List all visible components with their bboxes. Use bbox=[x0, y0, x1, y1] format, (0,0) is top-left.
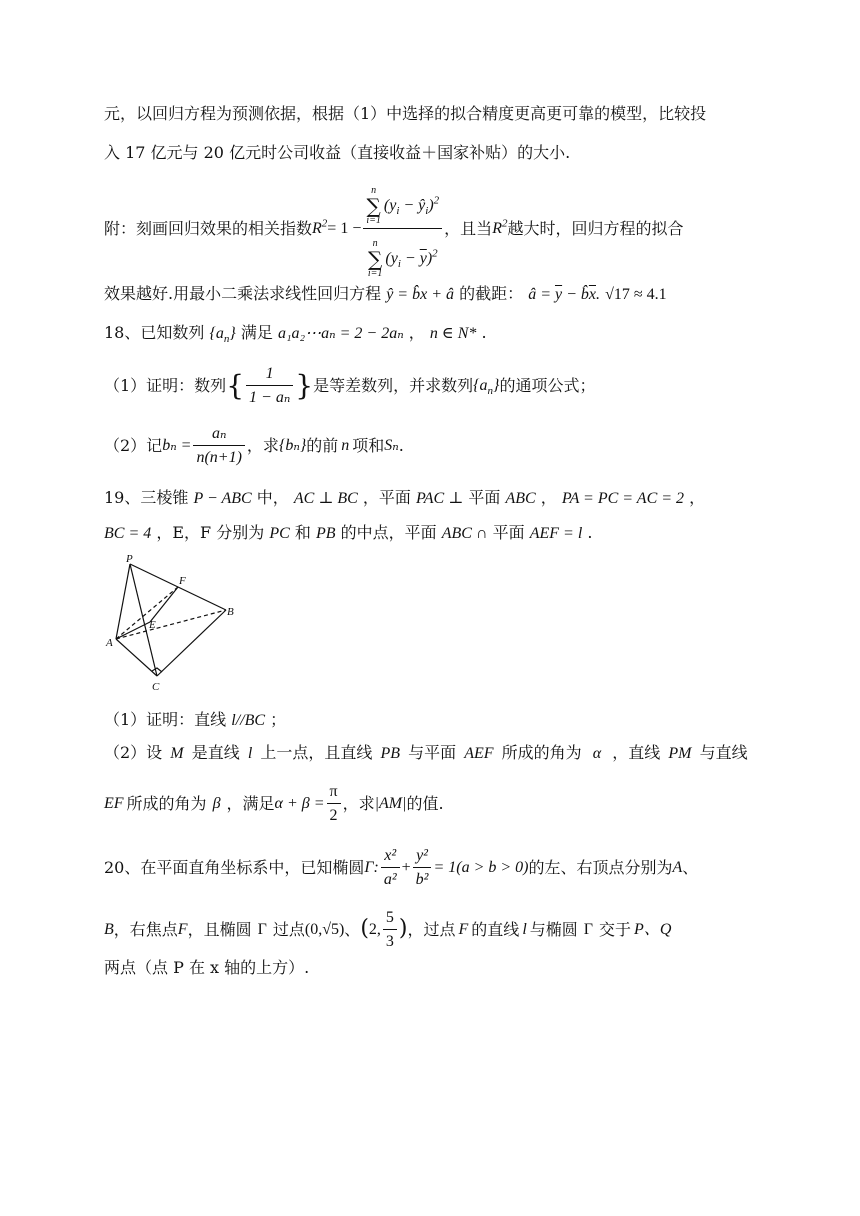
q20-stem-3 bbox=[104, 958, 309, 977]
text: ，满足 bbox=[226, 794, 275, 814]
text: 是直线 bbox=[191, 743, 240, 762]
seq-an-2: $\{a_n\}$ bbox=[473, 377, 500, 398]
intercept-eq: â = $\overline{y}$ − $b̂\overline{x}$. bbox=[528, 286, 600, 303]
text: （2）设 bbox=[104, 743, 163, 762]
text: ， bbox=[540, 488, 557, 507]
r-symbol-2: $R^2$ bbox=[492, 217, 508, 237]
text: 入 17 亿元与 20 亿元时公司收益（直接收益＋国家补贴）的大小. bbox=[104, 143, 571, 162]
text: 所成的角为 bbox=[126, 794, 207, 814]
text: 平面 bbox=[468, 488, 501, 507]
q20-stem-2: B ，右焦点 F ，且椭圆 Γ 过点 (0,√5) 、 ( 2, $\frac{5}{3}$ ) ，过点 F 的直线 l 与椭圆 Γ 交于 P、Q bbox=[104, 909, 672, 951]
text: 的直线 bbox=[471, 920, 520, 940]
l-par-bc: l//BC bbox=[231, 712, 266, 729]
tetrahedron-figure bbox=[100, 552, 250, 697]
pm-symbol: PM bbox=[668, 745, 692, 762]
text-line-4 bbox=[104, 284, 667, 304]
sn-symbol: Sₙ bbox=[384, 437, 399, 455]
l-symbol: l bbox=[247, 745, 253, 762]
pi-over-2: $\frac{\pi}{2}$ bbox=[327, 782, 341, 825]
ellipse-eq: = 1(a > b > 0) bbox=[433, 859, 529, 877]
plane-abc: ABC bbox=[505, 490, 536, 507]
beta-symbol: β bbox=[212, 795, 221, 813]
edge-ef bbox=[150, 587, 178, 622]
tetra: P − ABC bbox=[193, 490, 252, 507]
text: ，右焦点 bbox=[113, 920, 178, 940]
bc-length: BC = 4 bbox=[104, 525, 152, 542]
gamma-symbol-2: Γ bbox=[583, 921, 594, 939]
r-symbol: $R^2$ bbox=[312, 217, 328, 237]
text: 的左、右顶点分别为 bbox=[528, 858, 673, 878]
five-thirds: $\frac{5}{3}$ bbox=[383, 908, 397, 951]
x2-over-a2: $\frac{\text{x²}}{\text{a²}}$ bbox=[381, 846, 400, 889]
text: 的截距： bbox=[459, 284, 524, 303]
a-symbol: A bbox=[672, 859, 683, 877]
text: ， bbox=[408, 323, 425, 342]
text: 满足 bbox=[240, 323, 273, 342]
q18-part2: （2）记 bₙ = $\frac{\text{aₙ}}{n(n+1)}$ ，求 {bₙ} 的前 n 项和 Sₙ . bbox=[104, 425, 404, 467]
text: 的中点，平面 bbox=[340, 523, 437, 542]
line-l: AEF = l bbox=[529, 525, 583, 542]
am-abs: |AM| bbox=[374, 795, 407, 813]
text: ，求 bbox=[246, 436, 279, 456]
text: 平面 bbox=[492, 523, 525, 542]
edge-bc bbox=[157, 610, 226, 676]
n-in-naturals: n ∈ N* bbox=[429, 325, 477, 342]
text: ，直线 bbox=[612, 743, 661, 762]
aef-symbol: AEF bbox=[464, 745, 494, 762]
text: 项和 bbox=[352, 436, 385, 456]
q18-part1: （1）证明：数列 { $\frac{1}{\text{1 − aₙ}}$ } 是等差数列，并求数列 $\{a_n\}$ 的通项公式； bbox=[104, 365, 596, 407]
text-line-2 bbox=[104, 143, 570, 162]
q19-part2-2 bbox=[104, 782, 444, 825]
text: ，且当 bbox=[444, 218, 493, 238]
q18-stem: 18、已知数列 $\{a_n\}$ 满足 a₁a₂⋯aₙ = 2 − 2aₙ ， n ∈ N* . bbox=[104, 323, 487, 346]
text: 18、已知数列 bbox=[104, 323, 205, 342]
text: 和 bbox=[294, 523, 311, 542]
text: ，过点 bbox=[407, 920, 456, 940]
q18-fraction: $\frac{1}{\text{1 − aₙ}}$ bbox=[246, 364, 293, 407]
pb-symbol: PB bbox=[380, 745, 401, 762]
text: 上一点，且直线 bbox=[260, 743, 373, 762]
text: 两点（点 P 在 x 轴的上方）. bbox=[104, 958, 310, 977]
text: 与平面 bbox=[408, 743, 457, 762]
label-c: C bbox=[152, 681, 160, 693]
r2-fraction: n ∑ i=1 ($y_i$ − $ŷ_i)^2$ n ∑ i=1 $(y_i - \overline{y})^2$ bbox=[363, 178, 442, 279]
text: 的值. bbox=[406, 794, 444, 814]
seq-an: $\{a_n\}$ bbox=[209, 325, 236, 346]
text: 所成的角为 bbox=[501, 743, 582, 762]
f-symbol-2: F bbox=[458, 921, 469, 939]
seg-pc: PC bbox=[269, 525, 290, 542]
gamma-colon: Γ: bbox=[364, 859, 379, 877]
label-f: F bbox=[179, 575, 186, 587]
text: 过点 bbox=[272, 920, 305, 940]
angle-sum: α + β = bbox=[274, 795, 325, 813]
edge-pa bbox=[116, 564, 130, 639]
pq-points: P、Q bbox=[634, 921, 672, 939]
seg-pb: PB bbox=[315, 525, 336, 542]
text: 元，以回归方程为预测依据，根据（1）中选择的拟合精度更高更可靠的模型，比较投 bbox=[104, 104, 707, 123]
bn-set: {bₙ} bbox=[278, 437, 307, 455]
q19-part1: （1）证明：直线 l//BC ； bbox=[104, 710, 287, 729]
text: ，平面 bbox=[362, 488, 411, 507]
seq-condition: a₁a₂⋯aₙ = 2 − 2aₙ bbox=[277, 325, 404, 342]
b-symbol: B bbox=[104, 921, 114, 939]
m-symbol: M bbox=[170, 745, 184, 762]
y2-over-b2: $\frac{\text{y²}}{\text{b²}}$ bbox=[413, 846, 432, 889]
text: （1）证明：直线 bbox=[104, 710, 227, 729]
text: 与直线 bbox=[699, 743, 748, 762]
text: ，且椭圆 bbox=[187, 920, 252, 940]
text: 交于 bbox=[599, 920, 632, 940]
text: 中， bbox=[256, 488, 289, 507]
alpha-symbol: α bbox=[592, 745, 602, 762]
bn-symbol: bₙ = bbox=[162, 437, 192, 455]
point-1: (0,√5) bbox=[304, 921, 345, 939]
text: 19、三棱锥 bbox=[104, 488, 189, 507]
text: 的前 bbox=[306, 436, 339, 456]
f-symbol: F bbox=[177, 921, 188, 939]
label-p: P bbox=[126, 553, 133, 565]
label-a: A bbox=[106, 637, 113, 649]
l-symbol-2: l bbox=[522, 921, 527, 939]
plane-cap: ABC ∩ bbox=[441, 525, 488, 542]
label-b: B bbox=[227, 606, 234, 618]
text: （1）证明：数列 bbox=[104, 376, 227, 396]
sqrt-approx: √17 ≈ 4.1 bbox=[605, 286, 667, 303]
text: （2）记 bbox=[104, 436, 163, 456]
lengths: PA = PC = AC = 2 bbox=[561, 490, 685, 507]
label-e: E bbox=[149, 619, 156, 631]
text: 是等差数列，并求数列 bbox=[313, 376, 474, 396]
text: 越大时，回归方程的拟合 bbox=[507, 218, 684, 238]
text: 20、在平面直角坐标系中，已知椭圆 bbox=[104, 858, 365, 878]
plane-pac: PAC ⊥ bbox=[416, 490, 464, 507]
text: 附：刻画回归效果的相关指数 bbox=[104, 218, 313, 238]
text: ，求 bbox=[342, 794, 375, 814]
point-2-x: 2, bbox=[368, 921, 381, 939]
q19-part2-1 bbox=[104, 743, 748, 763]
text: 的通项公式； bbox=[499, 376, 596, 396]
perp: AC ⊥ BC bbox=[293, 490, 358, 507]
n-symbol: n bbox=[341, 437, 350, 455]
ef-symbol: EF bbox=[104, 795, 124, 813]
gamma-symbol: Γ bbox=[257, 921, 267, 939]
q19-stem-2: BC = 4 ，E，F 分别为 PC 和 PB 的中点，平面 ABC ∩ 平面 AEF = l . bbox=[104, 523, 593, 542]
regression-eq: ŷ = b̂x + â bbox=[386, 286, 454, 303]
eq-text: = 1 − bbox=[327, 219, 362, 237]
edge-ac bbox=[116, 639, 157, 676]
formula-line-r2 bbox=[104, 178, 683, 279]
right-angle-mark bbox=[152, 668, 162, 672]
text: 与椭圆 bbox=[529, 920, 578, 940]
text: 、 bbox=[344, 920, 361, 940]
q20-stem-1: 20、在平面直角坐标系中，已知椭圆 Γ: $\frac{\text{x²}}{\text{a²}}$ + $\frac{\text{y²}}{\text{b²}}$ = 1(a > b > 0) 的左、右顶点分别为 A 、 bbox=[104, 847, 699, 889]
text: 效果越好.用最小二乘法求线性回归方程 bbox=[104, 284, 382, 303]
text: ，E，F 分别为 bbox=[156, 523, 265, 542]
q19-stem-1: 19、三棱锥 P − ABC 中， AC ⊥ BC ，平面 PAC ⊥ 平面 ABC ， PA = PC = AC = 2 ， bbox=[104, 488, 706, 507]
bn-fraction: $\frac{\text{aₙ}}{n(n+1)}$ bbox=[193, 424, 244, 467]
text-line-1 bbox=[104, 104, 706, 123]
